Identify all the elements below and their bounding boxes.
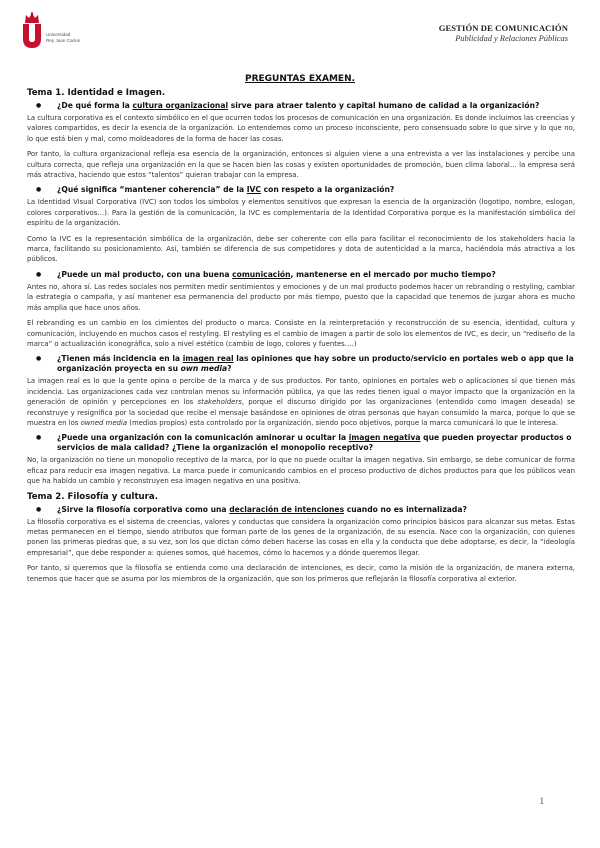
bullet-icon: ● — [36, 102, 42, 109]
logo-u-mark — [22, 24, 42, 48]
bullet-icon: ● — [36, 186, 42, 194]
university-logo — [20, 10, 80, 56]
answer-paragraph: La cultura corporativa es el contexto simbólico en el que ocurren todos los procesos de comunicación en una organización. Es donde incluimos las creencias y valores compartidos, es decir la esencia de la organización. Lo entendemos como un proceso inconsciente, pero consensuado sobre lo que sirve y lo que no, lo que está bien y mal, como moldeadores de la forma de hacer las cosas. — [27, 114, 575, 143]
q-text: ¿Qué significa “mantener coherencia” de la — [57, 185, 247, 195]
q-text: , mantenerse en el mercado por mucho tiempo? — [290, 269, 496, 279]
q-keyword: cultura organizacional — [132, 101, 229, 110]
p-italic: owned media — [80, 418, 128, 427]
q-text: ¿Puede un mal producto, con una buena — [57, 269, 233, 279]
q-text: ¿Sirve la filosofía corporativa como una — [57, 504, 230, 514]
tema1-heading: Tema 1. Identidad e Imagen. — [27, 88, 166, 98]
bullet-icon: ● — [36, 505, 42, 513]
question-4 — [27, 354, 575, 374]
question-5 — [27, 433, 575, 453]
answer-paragraph: Como la IVC es la representación simbólica de la organización, debe ser coherente con ella para facilitar el reconocimiento de los stakeholders hacia la marca, facilitando su posicionamiento. Así, también se diferencia de sus competidores y dota de autenticidad a la marca, haciéndola más atractiva a los públicos. — [27, 234, 575, 264]
p-text: , porque el discurso dirigido por las organizaciones (entendido como imagen deseada) se reconstruye y resignifica por la sociedad que recibe el mensaje basándose en opiniones de otras personas que hayan consumido la marca, porque lo que se muestra en los — [27, 398, 575, 427]
logo-text-line2: Rey Juan Carlos — [46, 38, 80, 43]
q-text: ¿Tienen más incidencia en la — [57, 354, 183, 364]
answer-paragraph: La Identidad Visual Corporativa (IVC) son todos los símbolos y elementos sensitivos que expresan la esencia de la organización (logotipo, nombre, eslogan, colores corporativos…). Para la gestión de la comunicación, la IVC es complementaria de la Identidad Corporativa porque es la manifestación simbólica del espíritu de la organización. — [27, 198, 575, 228]
answer-paragraph: La filosofía corporativa es el sistema de creencias, valores y conductas que considera la organización como principios básicos para alcanzar sus metas. Estas metas permanecen en el tiempo, siendo atributos que forman parte de los genes de la organización, de su esencia. Nace con la organización, con quienes ponen las primeras piedras que, a su vez, son los que dictan cómo deben hacerse las cosas en ella y la conducta que debe adoptarse, es decir, la “ideología empresarial”, que debe responder a: quienes somos, qué hacemos, cómo lo hacemos y a dónde queremos llegar. — [27, 517, 575, 557]
q-keyword: imagen negativa — [348, 433, 421, 443]
course-title: GESTIÓN DE COMUNICACIÓN — [438, 23, 568, 33]
question-2 — [27, 185, 575, 195]
q-text: ¿Puede una organización con la comunicación aminorar u ocultar la — [57, 433, 349, 443]
p-text: (medios propios) esta controlado por la organización, siendo poco objetivos, porque la marca comunicará lo que le interesa. — [127, 418, 559, 427]
bullet-icon: ● — [36, 434, 42, 442]
p-text: La imagen real es lo que la gente opina o percibe de la marca y de sus productos. Por tanto, opiniones en portales web o aplicaciones sí que tienen más incidencia. Las organizaciones cada vez controlan menos su información pública, ya que las redes tienen igual o mayor impacto que la organización en la generación de opinión y percepciones en los — [27, 377, 575, 407]
q-keyword: IVC — [246, 185, 262, 195]
q-text: las opiniones que hay sobre un producto/servicio en portales web o app que la organización proyecta en su — [57, 354, 574, 374]
course-subtitle: Publicidad y Relaciones Públicas — [455, 34, 568, 43]
q-keyword: declaración de intenciones — [229, 504, 345, 514]
p-italic: stakeholders — [197, 398, 242, 407]
answer-paragraph: Por tanto, si queremos que la filosofía se entienda como una declaración de intenciones, es decir, como la misión de la organización, de manera externa, tenemos que hacer que se asuma por los miembros de la organización, que son los primeros que reflejarán la filosofía corporativa al exterior. — [27, 564, 575, 583]
tema2-heading: Tema 2. Filosofía y cultura. — [27, 491, 158, 502]
answer-paragraph: No, la organización no tiene un monopolio receptivo de la marca, por lo que no puede ocultar la imagen negativa. Sin embargo, se debe comunicar de forma eficaz para reducir esa imagen negativa. La marca puede ir comunicando cambios en el proceso productivo de dichos productos para que los públicos vean que ha habido un cambio y reconstruyen esa imagen negativa en una positiva. — [27, 456, 575, 486]
logo-text — [46, 32, 86, 44]
answer-paragraph: Antes no, ahora sí. Las redes sociales nos permiten medir sentimientos y emociones y de un mal producto podemos hacer un rebranding o restyling, cambiar la estrategia o campaña, y así mantener esa permanencia del producto por más tiempo, puesto que la capacidad que tenemos de juzgar ahora es mucho más amplia que hace unos años. — [27, 282, 575, 312]
answer-paragraph: Por tanto, la cultura organizacional refleja esa esencia de la organización, entonces si alguien viene a una entrevista a ver las instalaciones y percibe una cultura correcta, que refleja una organización en la que se hacen bien las cosas y existen oportunidades de promoción, buen clima laboral… la empresa será más atractiva, haciendo que estos “talentos” quieran trabajar con la empresa. — [27, 150, 575, 180]
document-body — [27, 88, 575, 589]
crown-icon — [24, 12, 40, 24]
q-text: ? — [227, 364, 232, 374]
answer-paragraph: El rebranding es un cambio en los cimientos del producto o marca. Consiste en la reinterpretación y reconstrucción de su esencia, identidad, cultura y comunicación, incluyendo en muchos casos el restyling. El restyling es el cambio de imagen a partir de solo los elementos de IVC, es decir, un “rediseño de la marca” o actualización iconográfica, solo a nivel estético (cambio de logo, colores y fuentes….) — [27, 319, 575, 348]
header-right — [439, 23, 568, 43]
bullet-icon: ● — [36, 355, 42, 363]
answer-paragraph — [27, 376, 575, 428]
bullet-icon: ● — [36, 270, 42, 278]
q-text: sirve para atraer talento y capital humano de calidad a la organización? — [228, 101, 540, 110]
q-text: cuando no es internalizada? — [344, 504, 467, 514]
logo-text-line1: Universidad — [46, 32, 71, 37]
q-keyword: comunicación — [232, 269, 291, 279]
q-italic: own media — [180, 364, 228, 374]
q-text: ¿De qué forma la — [57, 101, 133, 110]
question-1 — [27, 101, 575, 111]
q-keyword: imagen real — [182, 354, 234, 364]
q-text: con respeto a la organización? — [261, 185, 395, 195]
question-3 — [27, 270, 575, 280]
question-6 — [27, 505, 575, 515]
page-number: 1 — [539, 796, 544, 806]
document-title: PREGUNTAS EXAMEN. — [244, 74, 356, 84]
q-text: que pueden proyectar productos o servicios de mala calidad? ¿Tiene la organización el monopolio receptivo? — [57, 433, 572, 453]
